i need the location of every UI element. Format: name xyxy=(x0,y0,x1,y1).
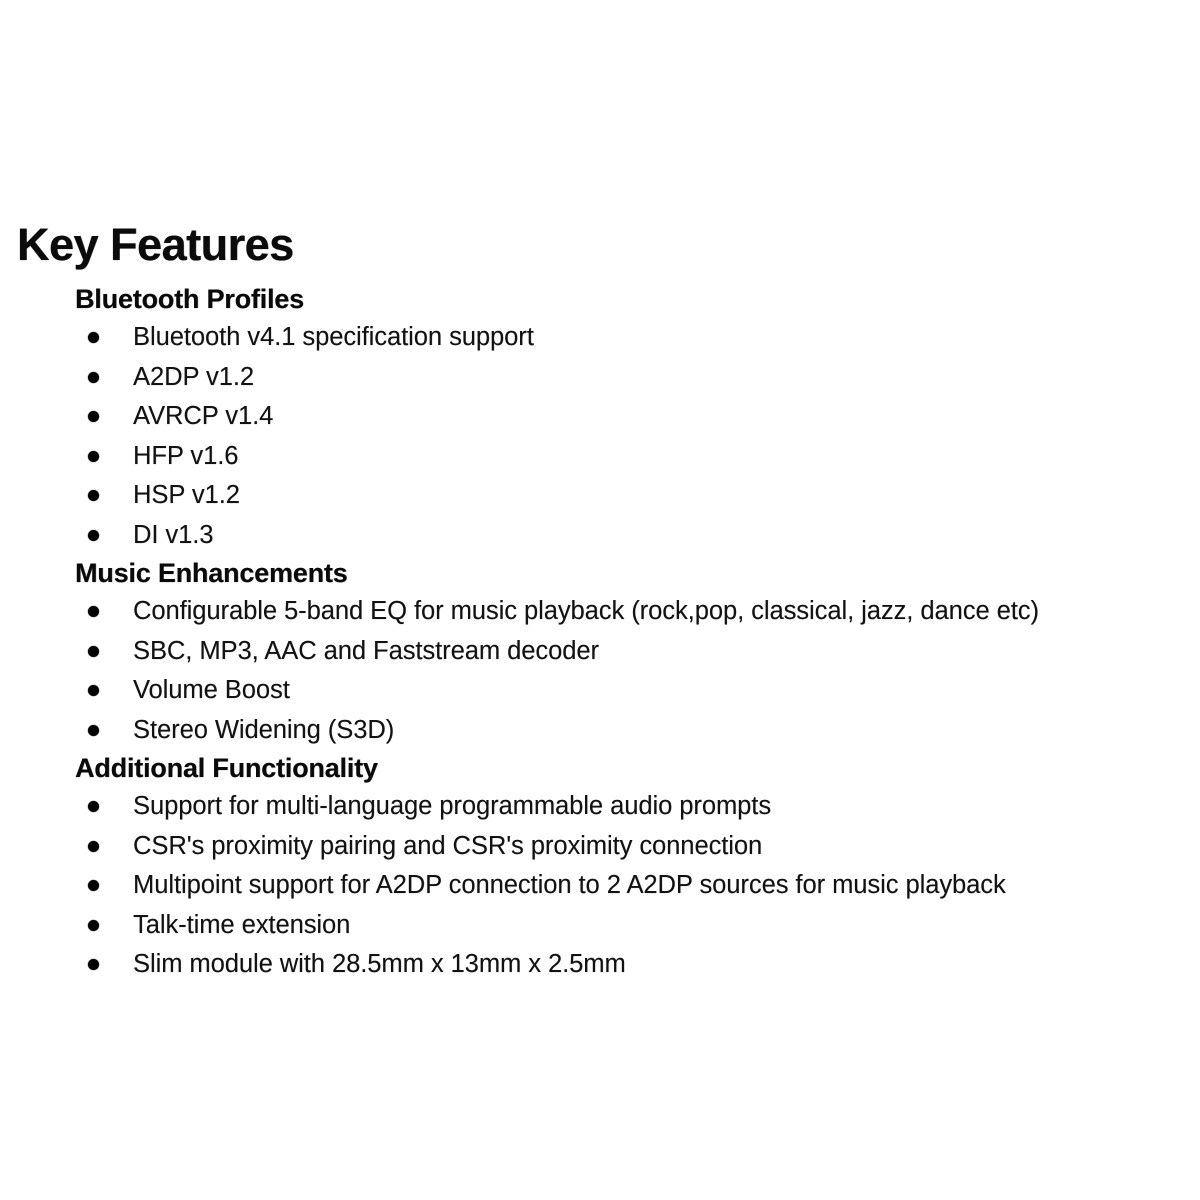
bullet-dot-icon xyxy=(88,801,99,812)
list-item-label: Multipoint support for A2DP connection to 2 A2DP sources for music playback xyxy=(133,871,1006,899)
section-bluetooth-profiles xyxy=(75,283,1190,555)
bullet-dot-icon xyxy=(88,725,99,736)
bullet-list-music-enhancements xyxy=(75,592,1190,750)
list-item xyxy=(75,827,1190,867)
bullet-dot-icon xyxy=(88,685,99,696)
list-item xyxy=(75,866,1190,906)
list-item xyxy=(75,476,1190,516)
list-item xyxy=(75,671,1190,711)
list-item xyxy=(75,437,1190,477)
list-item xyxy=(75,906,1190,946)
bullet-dot-icon xyxy=(88,646,99,657)
bullet-dot-icon xyxy=(88,332,99,343)
list-item xyxy=(75,945,1190,985)
list-item-label: Volume Boost xyxy=(133,676,290,704)
list-item xyxy=(75,397,1190,437)
list-item xyxy=(75,358,1190,398)
list-item-label: HFP v1.6 xyxy=(133,441,239,470)
section-music-enhancements xyxy=(75,557,1190,750)
section-heading-additional-functionality: Additional Functionality xyxy=(75,753,378,783)
list-item xyxy=(75,592,1190,632)
bullet-dot-icon xyxy=(88,530,99,541)
features-content xyxy=(75,283,1190,985)
list-item-label: CSR's proximity pairing and CSR's proximity connection xyxy=(133,831,763,860)
list-item-label: Support for multi-language programmable audio prompts xyxy=(133,792,772,820)
bullet-list-bluetooth-profiles xyxy=(75,318,1190,555)
section-heading-music-enhancements: Music Enhancements xyxy=(75,558,348,588)
list-item-label: Stereo Widening (S3D) xyxy=(133,715,395,744)
bullet-dot-icon xyxy=(88,880,99,891)
list-item-label: Configurable 5-band EQ for music playback (rock,pop, classical, jazz, dance etc) xyxy=(133,597,1039,625)
list-item xyxy=(75,711,1190,751)
list-item-label: AVRCP v1.4 xyxy=(133,402,274,430)
bullet-dot-icon xyxy=(88,490,99,501)
list-item-label: SBC, MP3, AAC and Faststream decoder xyxy=(133,636,599,665)
list-item-label: A2DP v1.2 xyxy=(133,362,254,391)
bullet-dot-icon xyxy=(88,411,99,422)
section-additional-functionality xyxy=(75,752,1190,985)
bullet-dot-icon xyxy=(88,606,99,617)
section-heading-bluetooth-profiles: Bluetooth Profiles xyxy=(75,284,304,314)
bullet-list-additional-functionality xyxy=(75,787,1190,985)
bullet-dot-icon xyxy=(88,959,99,970)
list-item-label: Bluetooth v4.1 specification support xyxy=(133,323,534,351)
list-item xyxy=(75,787,1190,827)
bullet-dot-icon xyxy=(88,372,99,383)
page-title: Key Features xyxy=(17,219,294,271)
bullet-dot-icon xyxy=(88,920,99,931)
list-item-label: DI v1.3 xyxy=(133,520,214,549)
list-item-label: Slim module with 28.5mm x 13mm x 2.5mm xyxy=(133,950,626,978)
list-item-label: HSP v1.2 xyxy=(133,481,240,509)
list-item-label: Talk-time extension xyxy=(133,910,351,939)
list-item xyxy=(75,318,1190,358)
list-item xyxy=(75,516,1190,556)
bullet-dot-icon xyxy=(88,841,99,852)
bullet-dot-icon xyxy=(88,451,99,462)
list-item xyxy=(75,632,1190,672)
